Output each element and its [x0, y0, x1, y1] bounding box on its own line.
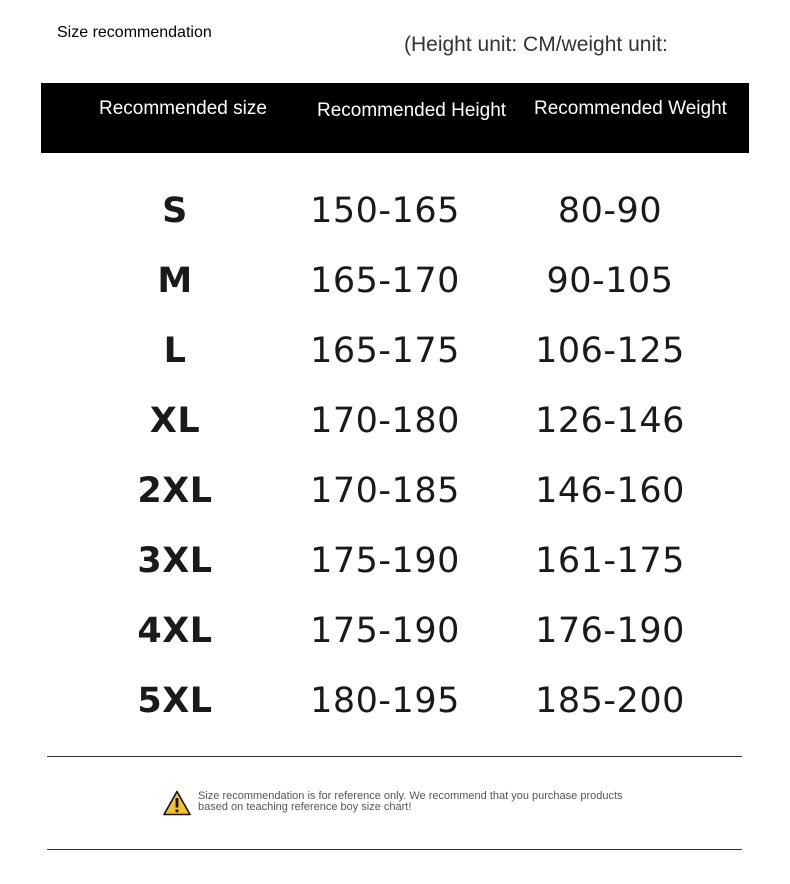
weight-cell: 161-175: [535, 541, 685, 581]
unit-note: (Height unit: CM/weight unit:: [404, 33, 668, 56]
table-row: [0, 456, 790, 526]
height-cell: 150-165: [310, 191, 460, 231]
table-row: [0, 596, 790, 666]
table-row: [0, 316, 790, 386]
height-cell: 180-195: [310, 681, 460, 721]
height-cell: 175-190: [310, 611, 460, 651]
weight-cell: 126-146: [535, 401, 685, 441]
size-cell: M: [157, 261, 193, 301]
divider-top: [47, 756, 742, 757]
table-header: [41, 83, 749, 153]
weight-cell: 106-125: [535, 331, 685, 371]
size-cell: S: [162, 191, 188, 231]
header-height: Recommended Height: [317, 100, 507, 121]
height-cell: 165-170: [310, 261, 460, 301]
page-title: Size recommendation: [57, 24, 212, 41]
table-row: [0, 176, 790, 246]
weight-cell: 90-105: [546, 261, 674, 301]
size-cell: XL: [149, 401, 201, 441]
notice-text: Size recommendation is for reference only. We recommend that you purchase products based on teaching reference boy size chart!: [198, 790, 623, 813]
table-row: [0, 246, 790, 316]
size-cell: 2XL: [137, 471, 213, 511]
size-cell: 5XL: [137, 681, 213, 721]
size-cell: 4XL: [137, 611, 213, 651]
header-weight: Recommended Weight: [534, 98, 727, 119]
table-row: [0, 526, 790, 596]
reference-notice: [163, 788, 643, 820]
height-cell: 165-175: [310, 331, 460, 371]
warning-icon: [163, 790, 191, 816]
weight-cell: 146-160: [535, 471, 685, 511]
weight-cell: 80-90: [557, 191, 663, 231]
size-cell: 3XL: [137, 541, 213, 581]
size-cell: L: [163, 331, 187, 371]
height-cell: 175-190: [310, 541, 460, 581]
weight-cell: 185-200: [535, 681, 685, 721]
header-size: Recommended size: [99, 98, 267, 119]
height-cell: 170-180: [310, 401, 460, 441]
table-row: [0, 666, 790, 736]
size-table-body: [0, 176, 790, 736]
height-cell: 170-185: [310, 471, 460, 511]
weight-cell: 176-190: [535, 611, 685, 651]
table-row: [0, 386, 790, 456]
divider-bottom: [47, 849, 742, 850]
